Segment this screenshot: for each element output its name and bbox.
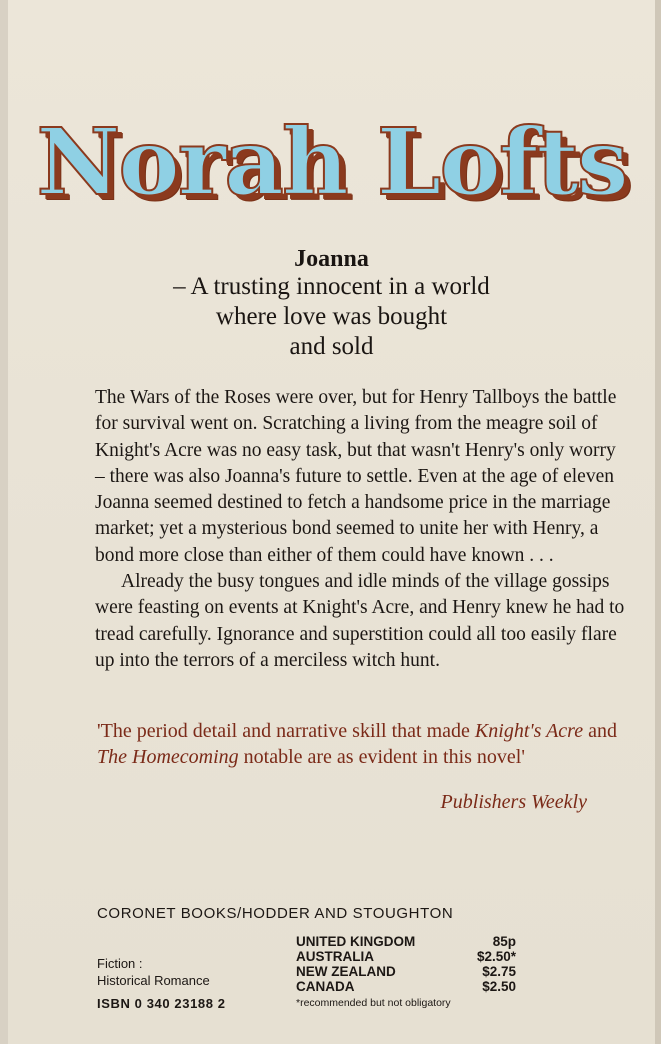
quote-attribution: Publishers Weekly: [440, 791, 587, 813]
price-table: [296, 934, 516, 1011]
quote-text: and: [583, 720, 617, 742]
quote-text: notable are as evident in this novel': [238, 746, 525, 768]
book-title: Joanna: [294, 246, 369, 272]
genre-line: Fiction :: [97, 956, 143, 971]
price-row: [296, 949, 516, 964]
price-value: $2.50*: [476, 949, 516, 964]
tagline-line: where love was bought: [215, 303, 448, 330]
isbn: ISBN 0 340 23188 2: [97, 996, 226, 1011]
author-name: Norah Lofts: [36, 108, 627, 216]
tagline-line: and sold: [289, 333, 374, 360]
genre-label: [97, 955, 210, 989]
price-row: [296, 979, 516, 994]
price-value: $2.50: [482, 979, 516, 994]
tagline: [8, 272, 655, 362]
price-value: $2.75: [482, 964, 516, 979]
blurb-paragraph: The Wars of the Roses were over, but for Henry Tallboys the battle for survival went on. Scratching a living from the meagre soil of Knight's Acre was no easy task, but that wasn't Henry's only worry – there was also Joanna's future to settle. Even at the age of eleven Joanna seemed destined to fetch a handsome price in the marriage market; yet a mysterious bond seemed to unite her with Henry, a bond more close than either of them could have known . . .: [95, 387, 617, 566]
blurb: [95, 385, 625, 674]
price-region: UNITED KINGDOM: [296, 934, 416, 949]
quote-text: 'The period detail and narrative skill that made: [97, 720, 475, 742]
genre-line: Historical Romance: [97, 973, 210, 988]
quote-book-title: Knight's Acre: [474, 720, 584, 742]
price-footnote: *recommended but not obligatory: [296, 997, 451, 1009]
publisher-line: CORONET BOOKS/HODDER AND STOUGHTON: [97, 905, 454, 922]
price-region: CANADA: [296, 979, 355, 994]
quote-book-title: The Homecoming: [97, 746, 239, 768]
price-region: NEW ZEALAND: [296, 964, 396, 979]
review-quote: [97, 718, 627, 770]
price-value: 85p: [492, 934, 516, 949]
blurb-paragraph: Already the busy tongues and idle minds of the village gossips were feasting on events at Knight's Acre, and Henry knew he had to tread carefully. Ignorance and superstition could all too easily flare up into the terrors of a merciless witch hunt.: [95, 571, 625, 671]
tagline-line: – A trusting innocent in a world: [173, 273, 490, 300]
price-row: [296, 934, 516, 949]
price-region: AUSTRALIA: [296, 949, 374, 964]
price-row: [296, 964, 516, 979]
